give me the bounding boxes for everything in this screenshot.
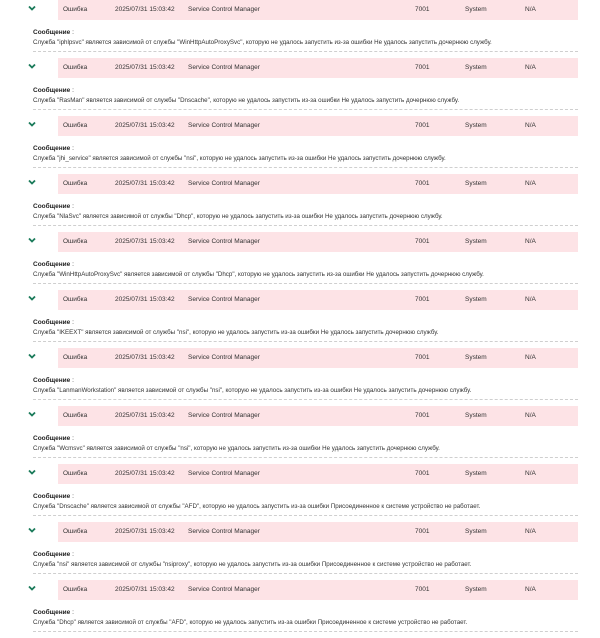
category-cell: System [465, 586, 487, 593]
source-cell: Service Control Manager [188, 296, 260, 303]
entry-separator [33, 167, 578, 168]
source-cell: Service Control Manager [188, 470, 260, 477]
entry-separator [33, 573, 578, 574]
source-cell: Service Control Manager [188, 180, 260, 187]
log-entry [0, 116, 600, 174]
chevron-down-icon[interactable] [27, 235, 37, 245]
source-cell: Service Control Manager [188, 586, 260, 593]
datetime-cell: 2025/07/31 15:03:42 [115, 180, 175, 187]
level-cell: Ошибка [63, 6, 88, 13]
message-text: Служба "IKEEXT" является зависимой от службы "nsi", которую не удалось запустить из-за ошибки Не удалось запустить дочернюю службу. [33, 329, 439, 336]
entry-separator [33, 283, 578, 284]
user-cell: N/A [525, 586, 536, 593]
log-entry-header-row[interactable] [58, 116, 578, 136]
message-text: Служба "jhi_service" является зависимой от службы "nsi", которую не удалось запустить из-за ошибки Не удалось запустить дочернюю службу. [33, 155, 446, 162]
source-cell: Service Control Manager [188, 122, 260, 129]
level-cell: Ошибка [63, 354, 88, 361]
level-cell: Ошибка [63, 64, 88, 71]
category-cell: System [465, 296, 487, 303]
user-cell: N/A [525, 122, 536, 129]
log-entry-header-row[interactable] [58, 174, 578, 194]
log-entry [0, 232, 600, 290]
user-cell: N/A [525, 296, 536, 303]
message-label: Сообщение : [33, 261, 74, 268]
source-cell: Service Control Manager [188, 528, 260, 535]
message-label: Сообщение : [33, 145, 74, 152]
entry-separator [33, 457, 578, 458]
log-entry [0, 58, 600, 116]
datetime-cell: 2025/07/31 15:03:42 [115, 296, 175, 303]
category-cell: System [465, 412, 487, 419]
event-id-cell: 7001 [415, 296, 430, 303]
event-id-cell: 7001 [415, 6, 430, 13]
category-cell: System [465, 354, 487, 361]
datetime-cell: 2025/07/31 15:03:42 [115, 238, 175, 245]
user-cell: N/A [525, 64, 536, 71]
message-text: Служба "WinHttpAutoProxySvc" является зависимой от службы "Dhcp", которую не удалось запустить из-за ошибки Не удалось запустить дочернюю службу. [33, 271, 484, 278]
chevron-down-icon[interactable] [27, 351, 37, 361]
message-label: Сообщение : [33, 377, 74, 384]
category-cell: System [465, 238, 487, 245]
log-entry-header-row[interactable] [58, 58, 578, 78]
log-entry [0, 174, 600, 232]
entry-separator [33, 51, 578, 52]
message-label: Сообщение : [33, 203, 74, 210]
source-cell: Service Control Manager [188, 354, 260, 361]
datetime-cell: 2025/07/31 15:03:42 [115, 470, 175, 477]
chevron-down-icon[interactable] [27, 3, 37, 13]
user-cell: N/A [525, 354, 536, 361]
message-label: Сообщение : [33, 493, 74, 500]
level-cell: Ошибка [63, 180, 88, 187]
message-label: Сообщение : [33, 87, 74, 94]
user-cell: N/A [525, 412, 536, 419]
message-text: Служба "Dnscache" является зависимой от службы "AFD", которую не удалось запустить из-за ошибки Присоединенное к системе устройство не работает. [33, 503, 481, 510]
datetime-cell: 2025/07/31 15:03:42 [115, 528, 175, 535]
event-id-cell: 7001 [415, 528, 430, 535]
chevron-down-icon[interactable] [27, 525, 37, 535]
log-entry [0, 290, 600, 348]
chevron-down-icon[interactable] [27, 177, 37, 187]
entry-separator [33, 631, 578, 632]
log-entry [0, 580, 600, 638]
message-text: Служба "nsi" является зависимой от службы "nsiproxy", которую не удалось запустить из-за ошибки Присоединенное к системе устройство не работает. [33, 561, 472, 568]
event-id-cell: 7001 [415, 180, 430, 187]
message-label: Сообщение : [33, 551, 74, 558]
source-cell: Service Control Manager [188, 6, 260, 13]
datetime-cell: 2025/07/31 15:03:42 [115, 586, 175, 593]
datetime-cell: 2025/07/31 15:03:42 [115, 412, 175, 419]
log-entry [0, 0, 600, 58]
event-id-cell: 7001 [415, 122, 430, 129]
log-entry [0, 522, 600, 580]
event-id-cell: 7001 [415, 470, 430, 477]
level-cell: Ошибка [63, 412, 88, 419]
user-cell: N/A [525, 6, 536, 13]
event-id-cell: 7001 [415, 238, 430, 245]
message-label: Сообщение : [33, 319, 74, 326]
category-cell: System [465, 528, 487, 535]
source-cell: Service Control Manager [188, 412, 260, 419]
level-cell: Ошибка [63, 586, 88, 593]
message-text: Служба "LanmanWorkstation" является зависимой от службы "nsi", которую не удалось запустить из-за ошибки Не удалось запустить дочернюю службу. [33, 387, 472, 394]
user-cell: N/A [525, 180, 536, 187]
log-entry [0, 464, 600, 522]
entry-separator [33, 109, 578, 110]
message-text: Служба "NlaSvc" является зависимой от службы "Dhcp", которую не удалось запустить из-за ошибки Не удалось запустить дочернюю службу. [33, 213, 443, 220]
entry-separator [33, 341, 578, 342]
category-cell: System [465, 64, 487, 71]
message-label: Сообщение : [33, 609, 74, 616]
message-label: Сообщение : [33, 29, 74, 36]
entry-separator [33, 225, 578, 226]
entry-separator [33, 515, 578, 516]
event-id-cell: 7001 [415, 586, 430, 593]
user-cell: N/A [525, 470, 536, 477]
level-cell: Ошибка [63, 238, 88, 245]
log-entry-header-row[interactable] [58, 232, 578, 252]
category-cell: System [465, 470, 487, 477]
user-cell: N/A [525, 238, 536, 245]
log-entry-header-row[interactable] [58, 290, 578, 310]
chevron-down-icon[interactable] [27, 583, 37, 593]
level-cell: Ошибка [63, 528, 88, 535]
datetime-cell: 2025/07/31 15:03:42 [115, 122, 175, 129]
chevron-down-icon[interactable] [27, 293, 37, 303]
message-text: Служба "Wcmsvc" является зависимой от службы "nsi", которую не удалось запустить из-за ошибки Не удалось запустить дочернюю службу. [33, 445, 440, 452]
message-label: Сообщение : [33, 435, 74, 442]
chevron-down-icon[interactable] [27, 61, 37, 71]
log-entry [0, 348, 600, 406]
log-entry-header-row[interactable] [58, 0, 578, 20]
event-id-cell: 7001 [415, 64, 430, 71]
datetime-cell: 2025/07/31 15:03:42 [115, 354, 175, 361]
log-entry-header-row[interactable] [58, 522, 578, 542]
chevron-down-icon[interactable] [27, 119, 37, 129]
level-cell: Ошибка [63, 122, 88, 129]
log-entry-header-row[interactable] [58, 348, 578, 368]
category-cell: System [465, 122, 487, 129]
category-cell: System [465, 6, 487, 13]
user-cell: N/A [525, 528, 536, 535]
datetime-cell: 2025/07/31 15:03:42 [115, 6, 175, 13]
level-cell: Ошибка [63, 296, 88, 303]
event-id-cell: 7001 [415, 354, 430, 361]
source-cell: Service Control Manager [188, 238, 260, 245]
chevron-down-icon[interactable] [27, 467, 37, 477]
event-id-cell: 7001 [415, 412, 430, 419]
message-text: Служба "Dhcp" является зависимой от службы "AFD", которую не удалось запустить из-за ошибки Присоединенное к системе устройство не работает. [33, 619, 468, 626]
category-cell: System [465, 180, 487, 187]
log-entry-header-row[interactable] [58, 464, 578, 484]
datetime-cell: 2025/07/31 15:03:42 [115, 64, 175, 71]
message-text: Служба "RasMan" является зависимой от службы "Dnscache", которую не удалось запустить из-за ошибки Не удалось запустить дочернюю службу. [33, 97, 460, 104]
chevron-down-icon[interactable] [27, 409, 37, 419]
source-cell: Service Control Manager [188, 64, 260, 71]
log-entry-header-row[interactable] [58, 406, 578, 426]
log-entry [0, 406, 600, 464]
entry-separator [33, 399, 578, 400]
level-cell: Ошибка [63, 470, 88, 477]
message-text: Служба "iphlpsvc" является зависимой от службы "WinHttpAutoProxySvc", которую не удалось запустить из-за ошибки Не удалось запустить дочернюю службу. [33, 39, 492, 46]
log-entry-header-row[interactable] [58, 580, 578, 600]
